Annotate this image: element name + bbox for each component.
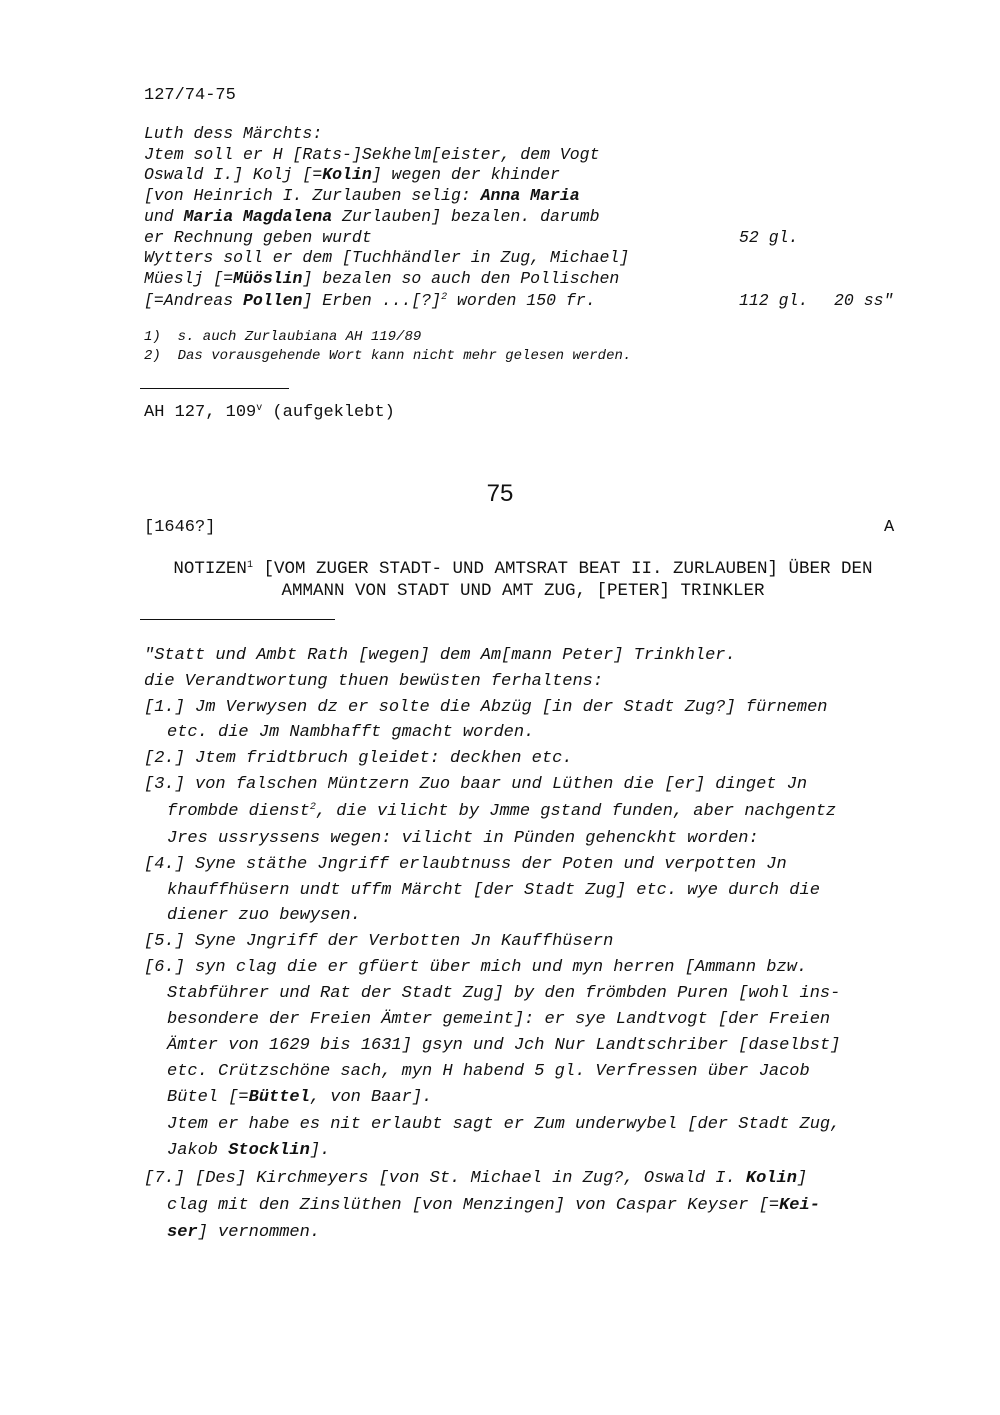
footnote: 2) Das vorausgehende Wort kann nicht mehr gelesen werden.: [144, 348, 632, 364]
document-date: [1646?]: [144, 518, 216, 537]
body-line: [3.] von falschen Müntzern Zuo baar und Lüthen die [er] dinget Jn: [144, 775, 808, 794]
body-line: etc. die Jm Nambhafft gmacht worden.: [167, 723, 535, 742]
document-number: 75: [486, 480, 514, 507]
amount-value: 20 ss": [834, 291, 894, 310]
record-line: und Maria Magdalena Zurlauben] bezalen. darumb: [144, 207, 600, 226]
source-reference: AH 127, 109$^v$ (aufgeklebt): [144, 403, 395, 422]
body-line: die Verandtwortung thuen bewüsten ferhaltens:: [144, 672, 604, 691]
body-line: diener zuo bewysen.: [167, 906, 361, 925]
record-line: Müeslj [=Müöslin] bezalen so auch den Pollischen: [144, 269, 620, 288]
body-line: khauffhüsern undt uffm Märcht [der Stadt Zug] etc. wye durch die: [167, 881, 820, 900]
record-line: Luth dess Märchts:: [144, 124, 323, 143]
body-line: [5.] Syne Jngriff der Verbotten Jn Kauffhüsern: [144, 932, 614, 951]
body-line: [6.] syn clag die er gfüert über mich und myn herren [Ammann bzw.: [144, 958, 808, 977]
body-line: Jres ussryssens wegen: vilicht in Pünden gehenckht worden:: [167, 829, 759, 848]
body-line: etc. Crützschöne sach, myn H habend 5 gl. Verfressen über Jacob: [167, 1062, 810, 1081]
body-line: Ämter von 1629 bis 1631] gsyn und Jch Nur Landtschriber [daselbst]: [167, 1036, 841, 1055]
document-letter: A: [884, 518, 895, 537]
record-line: [von Heinrich I. Zurlauben selig: Anna Maria: [144, 186, 580, 205]
record-line: er Rechnung geben wurdt: [144, 228, 372, 247]
body-line: [7.] [Des] Kirchmeyers [von St. Michael in Zug?, Oswald I. Kolin]: [144, 1169, 808, 1188]
body-line: [2.] Jtem fridtbruch gleidet: deckhen etc.: [144, 749, 573, 768]
divider: [140, 388, 289, 389]
document-heading: NOTIZEN$^1$ [VOM ZUGER STADT- UND AMTSRAT BEAT II. ZURLAUBEN] ÜBER DEN AMMANN VON STADT UND AMT ZUG, [PETER] TRINKLER: [173, 559, 873, 601]
record-line: [=Andreas Pollen] Erben ...[?]$^2$ worden 150 fr.: [144, 291, 596, 310]
body-line: Stabführer und Rat der Stadt Zug] by den frömbden Puren [wohl ins-: [167, 984, 841, 1003]
body-line: frombde dienst$^2$, die vilicht by Jmme gstand funden, aber nachgentz: [167, 802, 837, 821]
body-line: [1.] Jm Verwysen dz er solte die Abzüg [in der Stadt Zug?] fürnemen: [144, 698, 828, 717]
record-line: Jtem soll er H [Rats-]Sekhelm[eister, dem Vogt: [144, 145, 600, 164]
amount-value: 52 gl.: [739, 228, 799, 247]
body-line: clag mit den Zinslüthen [von Menzingen] von Caspar Keyser [=Kei-: [167, 1196, 820, 1215]
amount-value: 112 gl.: [739, 291, 809, 310]
body-line: Bütel [=Büttel, von Baar].: [167, 1088, 433, 1107]
record-line: Wytters soll er dem [Tuchhändler in Zug, Michael]: [144, 248, 630, 267]
body-line: ser] vernommen.: [167, 1223, 321, 1242]
body-line: "Statt und Ambt Rath [wegen] dem Am[mann Peter] Trinkhler.: [144, 646, 736, 665]
body-line: Jakob Stocklin].: [167, 1141, 331, 1160]
divider: [140, 619, 335, 620]
body-line: [4.] Syne stäthe Jngriff erlaubtnuss der Poten und verpotten Jn: [144, 855, 787, 874]
record-line: Oswald I.] Kolj [=Kolin] wegen der khinder: [144, 165, 560, 184]
footnote: 1) s. auch Zurlaubiana AH 119/89: [144, 329, 422, 345]
body-line: Jtem er habe es nit erlaubt sagt er Zum underwybel [der Stadt Zug,: [167, 1115, 841, 1134]
body-line: besondere der Freien Ämter gemeint]: er sye Landtvogt [der Freien: [167, 1010, 831, 1029]
header-reference: 127/74-75: [144, 86, 236, 105]
